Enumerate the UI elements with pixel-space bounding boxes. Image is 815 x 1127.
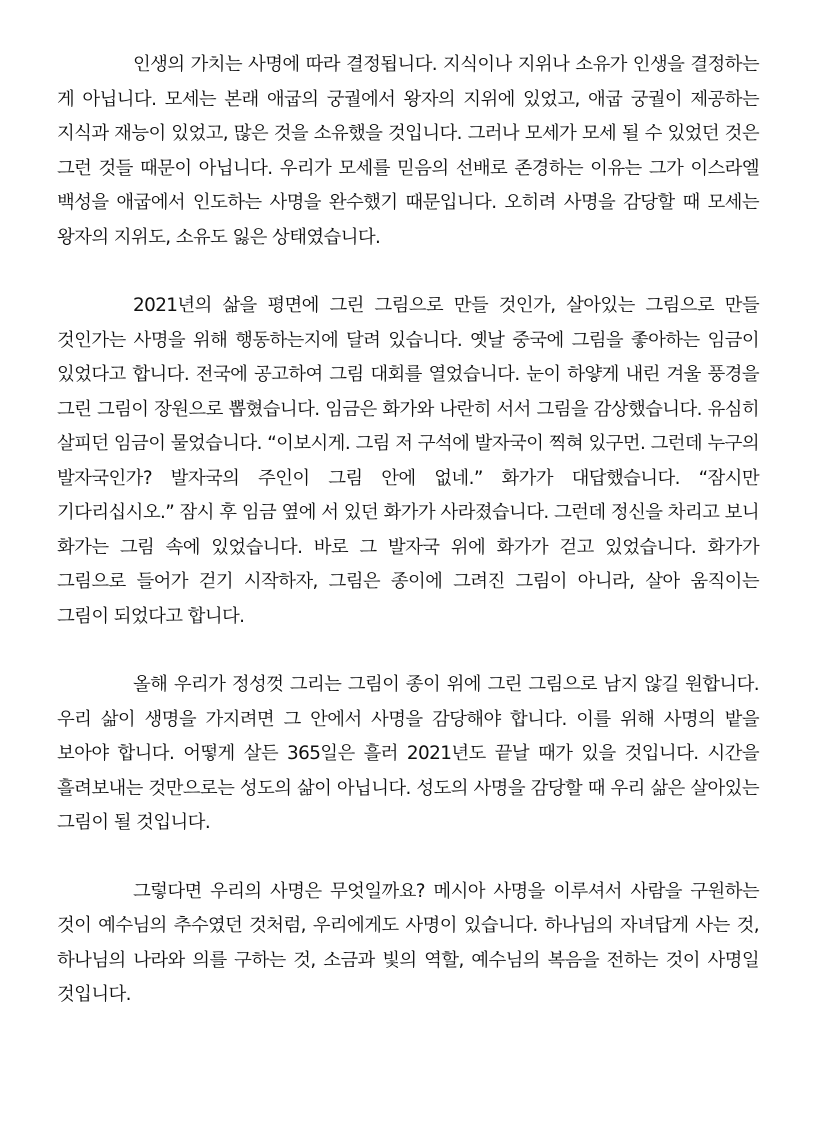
document-body [57, 48, 759, 1013]
paragraph-living-painting: 2021년의 삶을 평면에 그린 그림으로 만들 것인가, 살아있는 그림으로 만들 것인가는 사명을 위해 행동하는지에 달려 있습니다. 옛날 중국에 그림을 좋아하는 임금이 있었다고 합니다. 전국에 공고하여 그림 대회를 열었습니다. 눈이 하얗게 내린 겨울 풍경을 그린 그림이 장원으로 뽑혔습니다. 임금은 화가와 나란히 서서 그림을 감상했습니다. 유심히 살피던 임금이 물었습니다. “이보시게. 그림 저 구석에 발자국이 찍혀 있구먼. 그런데 누구의 발자국인가? 발자국의 주인이 그림 안에 없네.” 화가가 대답했습니다. “잠시만 기다리십시오.” 잠시 후 임금 옆에 서 있던 화가가 사라졌습니다. 그런데 정신을 차리고 보니 화가는 그림 속에 있었습니다. 바로 그 발자국 위에 화가가 걷고 있었습니다. 화가가 그림으로 들어가 걷기 시작하자, 그림은 종이에 그려진 그림이 아니라, 살아 움직이는 그림이 되었다고 합니다. [57, 295, 759, 627]
paragraph-this-year: 올해 우리가 정성껏 그리는 그림이 종이 위에 그린 그림으로 남지 않길 원합니다. 우리 삶이 생명을 가지려면 그 안에서 사명을 감당해야 합니다. 이를 위해 사명의 밭을 보아야 합니다. 어떻게 살든 365일은 흘러 2021년도 끝날 때가 있을 것입니다. 시간을 흘려보내는 것만으로는 성도의 삶이 아닙니다. 성도의 사명을 감당할 때 우리 삶은 살아있는 그림이 될 것입니다. [57, 674, 759, 833]
paragraph-our-calling: 그렇다면 우리의 사명은 무엇일까요? 메시아 사명을 이루셔서 사람을 구원하는 것이 예수님의 추수였던 것처럼, 우리에게도 사명이 있습니다. 하나님의 자녀답게 사는 것, 하나님의 나라와 의를 구하는 것, 소금과 빛의 역할, 예수님의 복음을 전하는 것이 사명일 것입니다. [57, 880, 759, 1005]
paragraph-calling-moses: 인생의 가치는 사명에 따라 결정됩니다. 지식이나 지위나 소유가 인생을 결정하는 게 아닙니다. 모세는 본래 애굽의 궁궐에서 왕자의 지위에 있었고, 애굽 궁궐이 제공하는 지식과 재능이 있었고, 많은 것을 소유했을 것입니다. 그러나 모세가 모세 될 수 있었던 것은 그런 것들 때문이 아닙니다. 우리가 모세를 믿음의 선배로 존경하는 이유는 그가 이스라엘 백성을 애굽에서 인도하는 사명을 완수했기 때문입니다. 오히려 사명을 감당할 때 모세는 왕자의 지위도, 소유도 잃은 상태였습니다. [57, 54, 759, 248]
